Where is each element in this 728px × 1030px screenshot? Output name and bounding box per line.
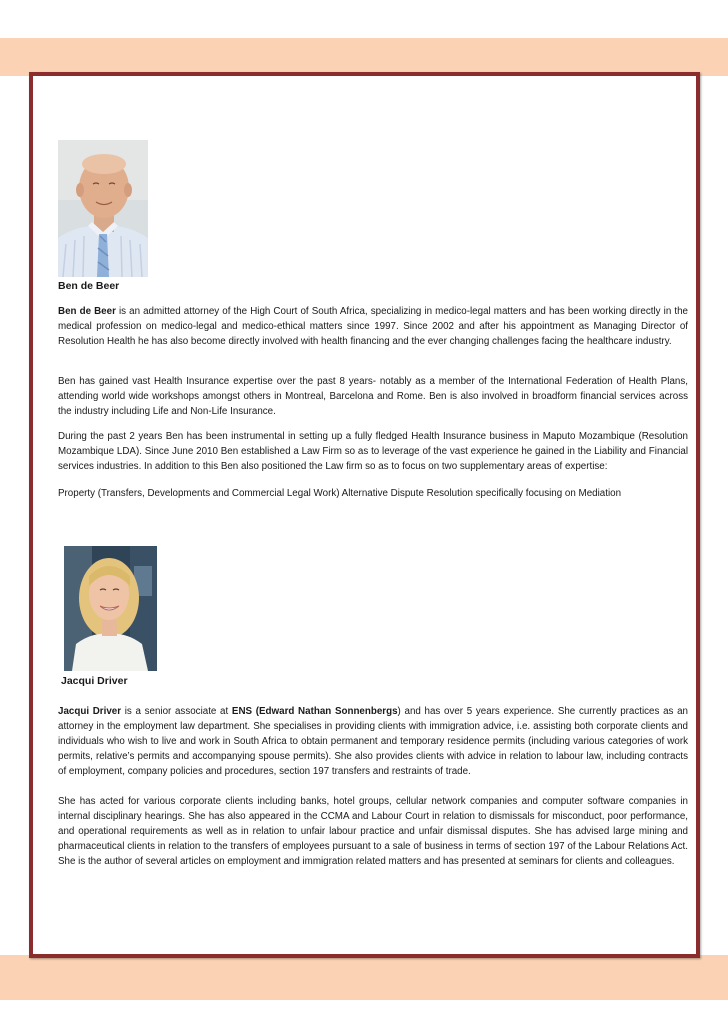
bottom-decorative-band <box>0 955 728 1000</box>
paragraph-text: ) and has over 5 years experience. She currently practices as an attorney in the employment law department. She specialises in providing clients with immigration advice, i.e. assisting both corporate clients and individuals who wish to live and work in South Africa to obtain permanent and temporary residence permits (including various categories of work permits, relative’s permits and accompanying spouse permits). She also provides clients with advice in relation to labour law, including contracts of employment, company policies and procedures, section 197 transfers and restraints of trade. <box>58 706 688 777</box>
ben-de-beer-paragraph-1 <box>58 304 688 349</box>
page-frame <box>29 72 700 958</box>
jacqui-driver-name-heading <box>61 674 691 689</box>
jacqui-driver-paragraph-1 <box>58 704 688 779</box>
jacqui-driver-portrait-photo-icon <box>64 546 157 671</box>
bold-name: Ben de Beer <box>58 306 116 317</box>
ben-de-beer-paragraph-3 <box>58 429 688 474</box>
paragraph-text: is a senior associate at <box>121 706 232 717</box>
jacqui-driver-paragraph-2 <box>58 794 688 869</box>
bold-firm-name: ENS (Edward Nathan Sonnenbergs <box>231 706 398 717</box>
paragraph-text: She has acted for various corporate clients including banks, hotel groups, cellular network companies and computer software companies in internal disciplinary hearings. She has also appeared in the CCMA and Labour Court in relation to dismissals for misconduct, poor performance, and operational requirements as well as in relation to unfair labour practice and unfair dismissal disputes. She has advised large mining and pharmaceutical clients in relation to the transfers of employees pursuant to a sale of business in terms of section 197 of the Labour Relations Act. She is the author of several articles on employment and immigration related matters and has presented at seminars for clients and colleagues. <box>58 796 688 867</box>
ben-de-beer-paragraph-4 <box>58 486 688 501</box>
ben-de-beer-paragraph-2 <box>58 374 688 419</box>
top-decorative-band <box>0 38 728 76</box>
paragraph-text: is an admitted attorney of the High Court of South Africa, specializing in medico-legal matters and has been working directly in the medical profession on medico-legal and medico-ethical matters since 1997. Since 2002 and after his appointment as Managing Director of Resolution Health he has also become directly involved with health financing and the ever changing challenges facing the healthcare industry. <box>58 306 688 347</box>
profile-name: Ben de Beer <box>58 280 120 292</box>
ben-de-beer-name-heading <box>58 279 688 294</box>
paragraph-text: During the past 2 years Ben has been instrumental in setting up a fully fledged Health Insurance business in Maputo Mozambique (Resolution Mozambique LDA). Since June 2010 Ben established a Law Firm so as to leverage of the vast experience he gained in the Liability and Financial services industries. In addition to this Ben also positioned the Law firm so as to focus on two supplementary areas of expertise: <box>58 431 688 472</box>
paragraph-text: Property (Transfers, Developments and Commercial Legal Work) Alternative Dispute Resolution specifically focusing on Mediation <box>58 488 622 499</box>
paragraph-text: Ben has gained vast Health Insurance expertise over the past 8 years- notably as a member of the International Federation of Health Plans, attending world wide workshops amongst others in Montreal, Barcelona and Rome. Ben is also involved in broadform financial services across the industry including Life and Non-Life Insurance. <box>58 376 688 417</box>
bold-name: Jacqui Driver <box>58 706 122 717</box>
profile-name: Jacqui Driver <box>61 675 128 687</box>
ben-de-beer-portrait-photo-icon <box>58 140 148 277</box>
